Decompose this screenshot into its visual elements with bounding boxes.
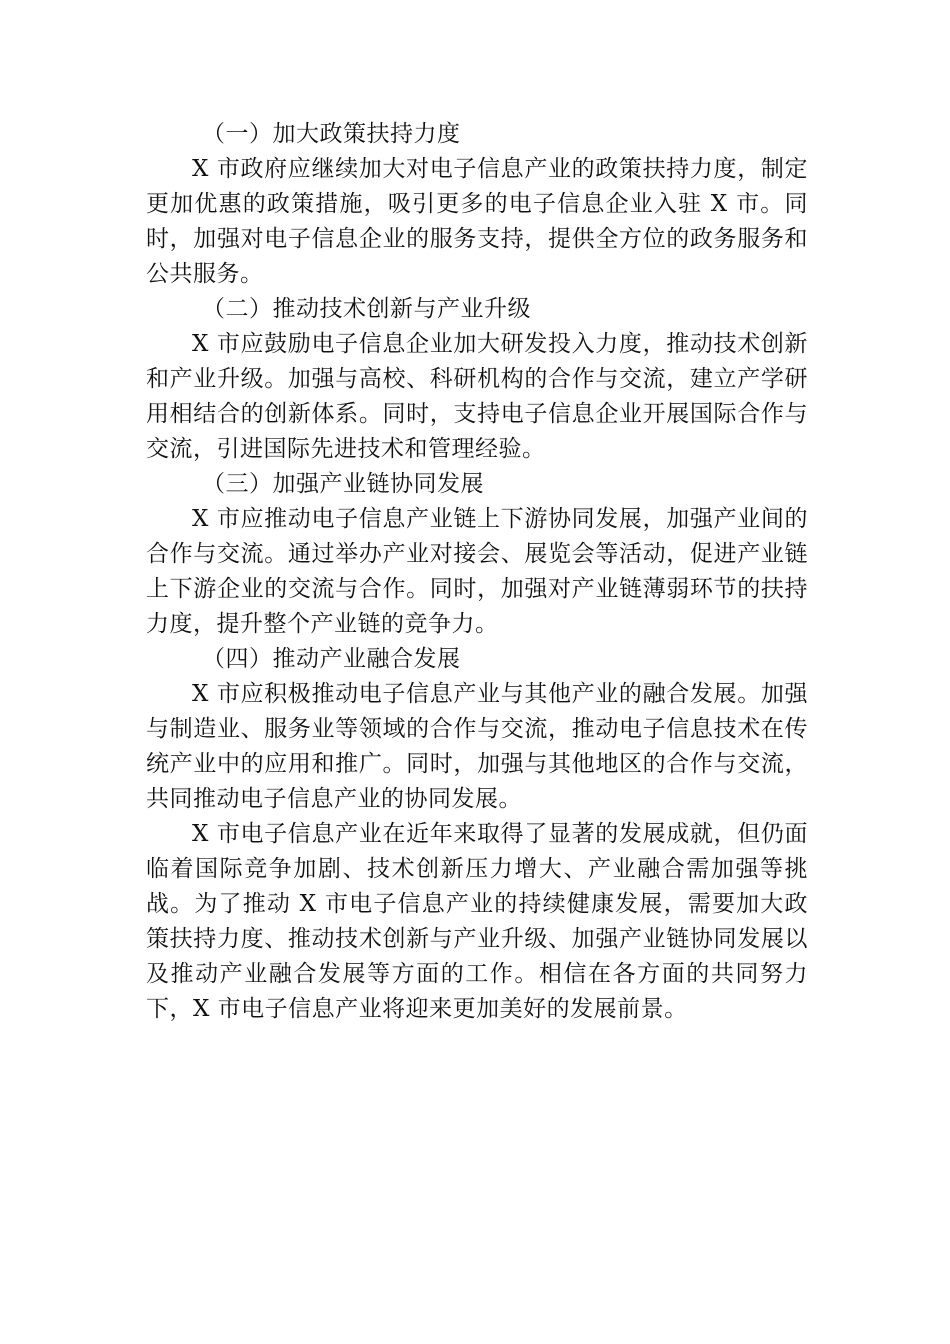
- section-heading-4: （四）推动产业融合发展: [202, 646, 461, 672]
- section-heading-1: （一）加大政策扶持力度: [202, 121, 461, 147]
- conclusion-paragraph: X 市电子信息产业在近年来取得了显著的发展成就，但仍面临着国际竞争加剧、技术创新压力增大、产业融合需加强等挑战。为了推动 X 市电子信息产业的持续健康发展，需要加大政策扶持力度、推动技术创新与产业升级、加强产业链协同发展以及推动产业融合发展等方面的工作。相信在各方面的共同努力下，X 市电子信息产业将迎来更加美好的发展前景。: [146, 821, 808, 1022]
- section-body-2: X 市应鼓励电子信息企业加大研发投入力度，推动技术创新和产业升级。加强与高校、科研机构的合作与交流，建立产学研用相结合的创新体系。同时，支持电子信息企业开展国际合作与交流，引进国际先进技术和管理经验。: [146, 331, 808, 462]
- document-page: [146, 117, 808, 1027]
- section-body-3: X 市应推动电子信息产业链上下游协同发展，加强产业间的合作与交流。通过举办产业对接会、展览会等活动，促进产业链上下游企业的交流与合作。同时，加强对产业链薄弱环节的扶持力度，提升整个产业链的竞争力。: [146, 506, 808, 637]
- section-body-4: X 市应积极推动电子信息产业与其他产业的融合发展。加强与制造业、服务业等领域的合作与交流，推动电子信息技术在传统产业中的应用和推广。同时，加强与其他地区的合作与交流，共同推动电子信息产业的协同发展。: [146, 681, 808, 812]
- section-body-1: X 市政府应继续加大对电子信息产业的政策扶持力度，制定更加优惠的政策措施，吸引更多的电子信息企业入驻 X 市。同时，加强对电子信息企业的服务支持，提供全方位的政务服务和公共服务。: [146, 156, 808, 287]
- section-heading-2: （二）推动技术创新与产业升级: [202, 296, 531, 322]
- section-heading-3: （三）加强产业链协同发展: [202, 471, 484, 497]
